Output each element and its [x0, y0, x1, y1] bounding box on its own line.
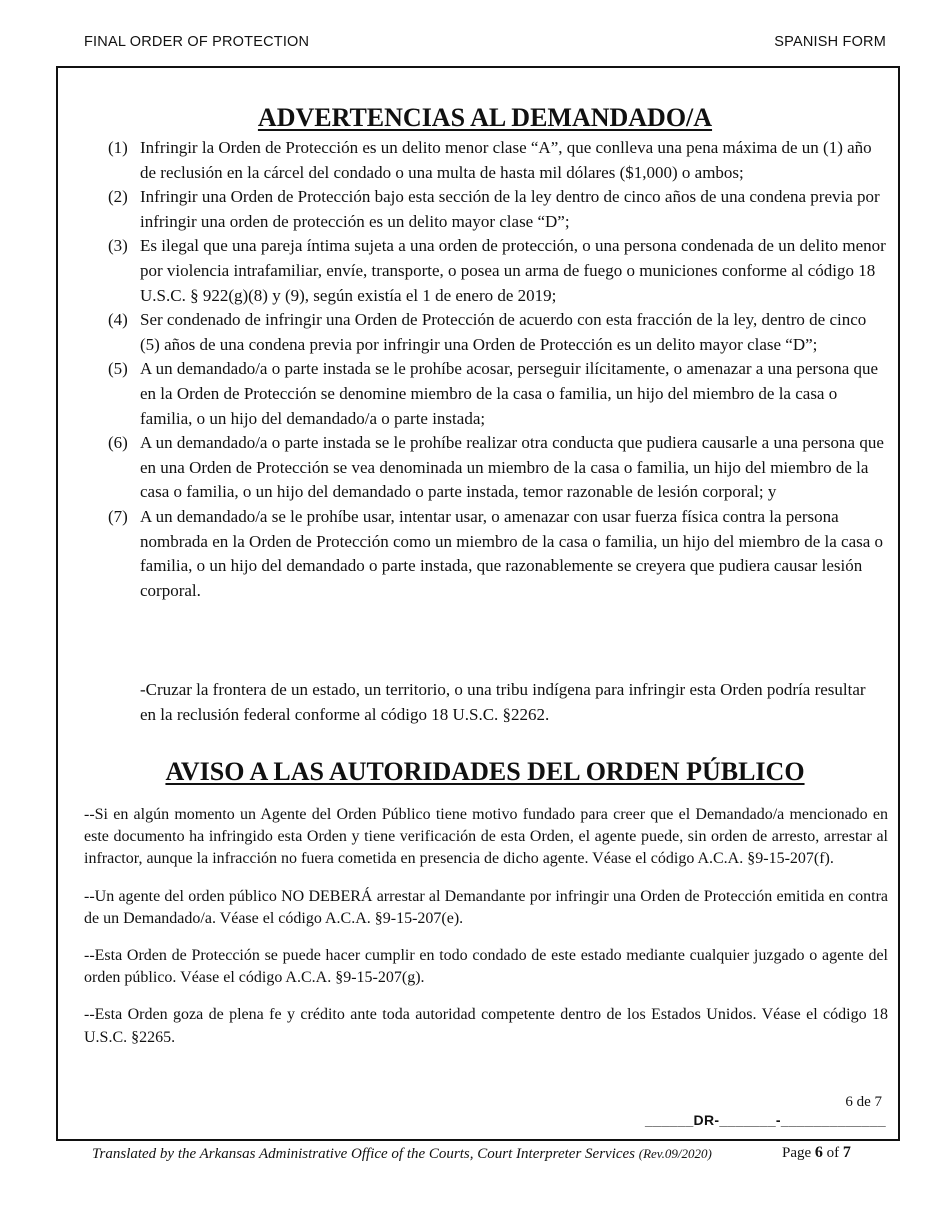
federal-crossing-note: -Cruzar la frontera de un estado, un territorio, o una tribu indígena para infringir esta Orden podría resultar en la reclusión federal conforme al código 18 U.S.C. §2262.	[140, 680, 866, 724]
warning-text: Infringir una Orden de Protección bajo esta sección de la ley dentro de cinco años de una condena previa por infringir una orden de protección es un delito mayor clase “D”;	[140, 187, 880, 231]
warning-item	[108, 505, 886, 603]
warning-item	[108, 185, 886, 234]
warnings-list	[108, 136, 886, 603]
notice-paragraph: --Esta Orden de Protección se puede hacer cumplir en todo condado de este estado mediante cualquier juzgado o agente del orden público. Véase el código A.C.A. §9-15-207(g).	[84, 947, 888, 987]
warning-text: A un demandado/a o parte instada se le prohíbe realizar otra conducta que pudiera causarle a una persona que en una Orden de Protección se vea denominada un miembro de la casa o familia, un hijo del miembro de la casa o familia, o un hijo del demandado o parte instada, temor razonable de lesión corporal; y	[140, 433, 884, 502]
warning-text: Ser condenado de infringir una Orden de Protección de acuerdo con esta fracción de la ley, dentro de cinco (5) años de una condena previa por infringir una Orden de Protección es un delito mayor clase “D”;	[140, 310, 867, 354]
warning-number: (5)	[108, 359, 128, 379]
warning-text: Infringir la Orden de Protección es un delito menor clase “A”, que conlleva una pena máxima de un (1) año de reclusión en la cárcel del condado o una multa de hasta mil dólares ($1,000) o ambos;	[140, 138, 872, 182]
footer	[92, 1144, 851, 1163]
warning-number: (1)	[108, 138, 128, 157]
warning-text: A un demandado/a o parte instada se le prohíbe acosar, perseguir ilícitamente, o amenazar a una persona que en la Orden de Protección se denomine miembro de la casa o familia, un hijo del miembro de la casa o familia, o un hijo del demandado/a o parte instada;	[140, 359, 879, 428]
page-current: 6	[814, 1144, 823, 1161]
notice-paragraph: --Un agente del orden público NO DEBERÁ arrestar al Demandante por infringir una Orden de Protección emitida en contra de un Demandado/a. Véase el código A.C.A. §9-15-207(e).	[84, 887, 888, 927]
warning-item	[108, 357, 886, 431]
header-form-title: FINAL ORDER OF PROTECTION	[84, 34, 310, 50]
warning-number: (6)	[108, 433, 128, 453]
notice-paragraph: --Si en algún momento un Agente del Orden Público tiene motivo fundado para creer que el Demandado/a mencionado en este documento ha infringido esta Orden y tiene verificación de esta Orden, el agente puede, sin orden de arresto, arrestar al infractor, aunque la infracción no fuera cometida en presencia de dicho agente. Véase el código A.C.A. §9-15-207(f).	[84, 806, 888, 868]
law-enforcement-title: AVISO A LAS AUTORIDADES DEL ORDEN PÚBLICO	[165, 757, 805, 786]
warning-number: (3)	[108, 236, 128, 256]
warnings-title: ADVERTENCIAS AL DEMANDADO/A	[257, 103, 713, 132]
page-total: 7	[842, 1144, 851, 1161]
warning-number: (7)	[108, 506, 128, 526]
page-counter: 6 de 7	[845, 1094, 882, 1110]
warning-number: (4)	[108, 310, 128, 330]
notice-paragraph: --Esta Orden goza de plena fe y crédito ante toda autoridad competente dentro de los Estados Unidos. Véase el código 18 U.S.C. §2265.	[84, 1006, 888, 1046]
warning-item	[108, 234, 886, 308]
warning-item	[108, 308, 886, 357]
translation-credit: Translated by the Arkansas Administrative Office of the Courts, Court Interpreter Services	[92, 1146, 636, 1162]
page-of: of	[826, 1145, 840, 1161]
warning-item	[108, 431, 886, 505]
page-word: Page	[782, 1145, 812, 1161]
page-indicator	[782, 1144, 950, 1162]
warning-item	[108, 136, 886, 185]
warning-text: A un demandado/a se le prohíbe usar, intentar usar, o amenazar con usar fuerza física contra la persona nombrada en la Orden de Protección como un miembro de la casa o familia, un hijo del miembro de la casa o familia, o un hijo del demandado o parte instada, que razonablemente se creyera que pudiera causar lesión corporal.	[140, 506, 884, 600]
case-number-field: ______DR-_______-_____________	[645, 1112, 886, 1128]
revision-date: (Rev.09/2020)	[638, 1146, 712, 1161]
header-form-language: SPANISH FORM	[774, 34, 886, 50]
warning-number: (2)	[108, 187, 128, 207]
law-enforcement-notices	[84, 804, 888, 1064]
warning-text: Es ilegal que una pareja íntima sujeta a una orden de protección, o una persona condenada de un delito menor por violencia intrafamiliar, envíe, transporte, o posea un arma de fuego o municiones conforme al código 18 U.S.C. § 922(g)(8) y (9), según existía el 1 de enero de 2019;	[140, 236, 886, 305]
